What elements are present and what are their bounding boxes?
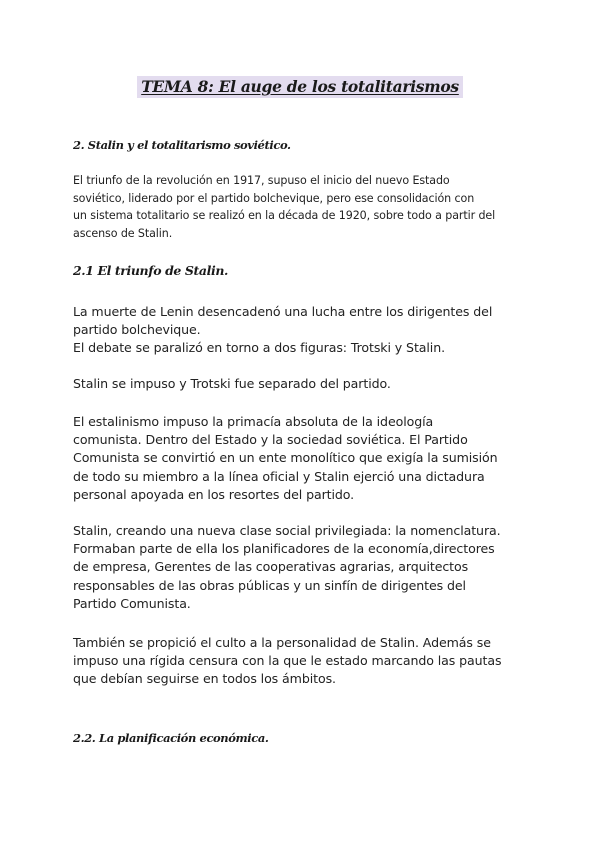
- section-2-1-paragraph-4: [73, 522, 533, 613]
- paragraph-line: La muerte de Lenin desencadenó una lucha entre los dirigentes del: [73, 304, 493, 319]
- paragraph-line: El debate se paralizó en torno a dos figuras: Trotski y Stalin.: [73, 340, 445, 356]
- paragraph-line: Partido Comunista.: [73, 595, 191, 611]
- paragraph-line: impuso una rígida censura con la que le estado marcando las pautas: [73, 653, 502, 669]
- page-title: TEMA 8: El auge de los totalitarismos: [137, 76, 463, 98]
- paragraph-line: Stalin se impuso y Trotski fue separado del partido.: [73, 376, 391, 391]
- title-container: [0, 76, 600, 98]
- paragraph-line: de empresa, Gerentes de las cooperativas agrarias, arquitectos: [73, 559, 469, 575]
- section-2-1-paragraph-1: [73, 303, 533, 358]
- paragraph-line: que debían seguirse en todos los ámbitos.: [73, 671, 336, 687]
- section-2-1-paragraph-3: [73, 413, 533, 504]
- paragraph-line: El triunfo de la revolución en 1917, supuso el inicio del nuevo Estado: [73, 174, 450, 187]
- paragraph-line: un sistema totalitario se realizó en la década de 1920, sobre todo a partir del: [73, 209, 496, 222]
- paragraph-line: Formaban parte de ella los planificadores de la economía,directores: [73, 541, 495, 557]
- paragraph-line: ascenso de Stalin.: [73, 226, 173, 240]
- section-2-1-paragraph-2: [73, 375, 533, 393]
- section-2-1-paragraph-5: [73, 634, 533, 689]
- paragraph-line: También se propició el culto a la personalidad de Stalin. Además se: [73, 635, 491, 650]
- section-2-1-heading: 2.1 El triunfo de Stalin.: [73, 263, 228, 278]
- paragraph-line: soviético, liderado por el partido bolchevique, pero ese consolidación con: [73, 191, 475, 205]
- paragraph-line: partido bolchevique.: [73, 322, 201, 338]
- paragraph-line: Comunista se convirtió en un ente monolítico que exigía la sumisión: [73, 450, 498, 466]
- paragraph-line: Stalin, creando una nueva clase social privilegiada: la nomenclatura.: [73, 523, 501, 538]
- paragraph-line: responsables de las obras públicas y un sinfín de dirigentes del: [73, 577, 466, 593]
- paragraph-line: El estalinismo impuso la primacía absoluta de la ideología: [73, 414, 434, 429]
- paragraph-line: personal apoyada en los resortes del partido.: [73, 486, 355, 502]
- section-2-2-heading: 2.2. La planificación económica.: [73, 731, 269, 745]
- section-2-paragraph: [73, 172, 533, 242]
- paragraph-line: de todo su miembro a la línea oficial y Stalin ejerció una dictadura: [73, 468, 485, 484]
- paragraph-line: comunista. Dentro del Estado y la sociedad soviética. El Partido: [73, 432, 468, 448]
- section-2-heading: 2. Stalin y el totalitarismo soviético.: [73, 138, 291, 152]
